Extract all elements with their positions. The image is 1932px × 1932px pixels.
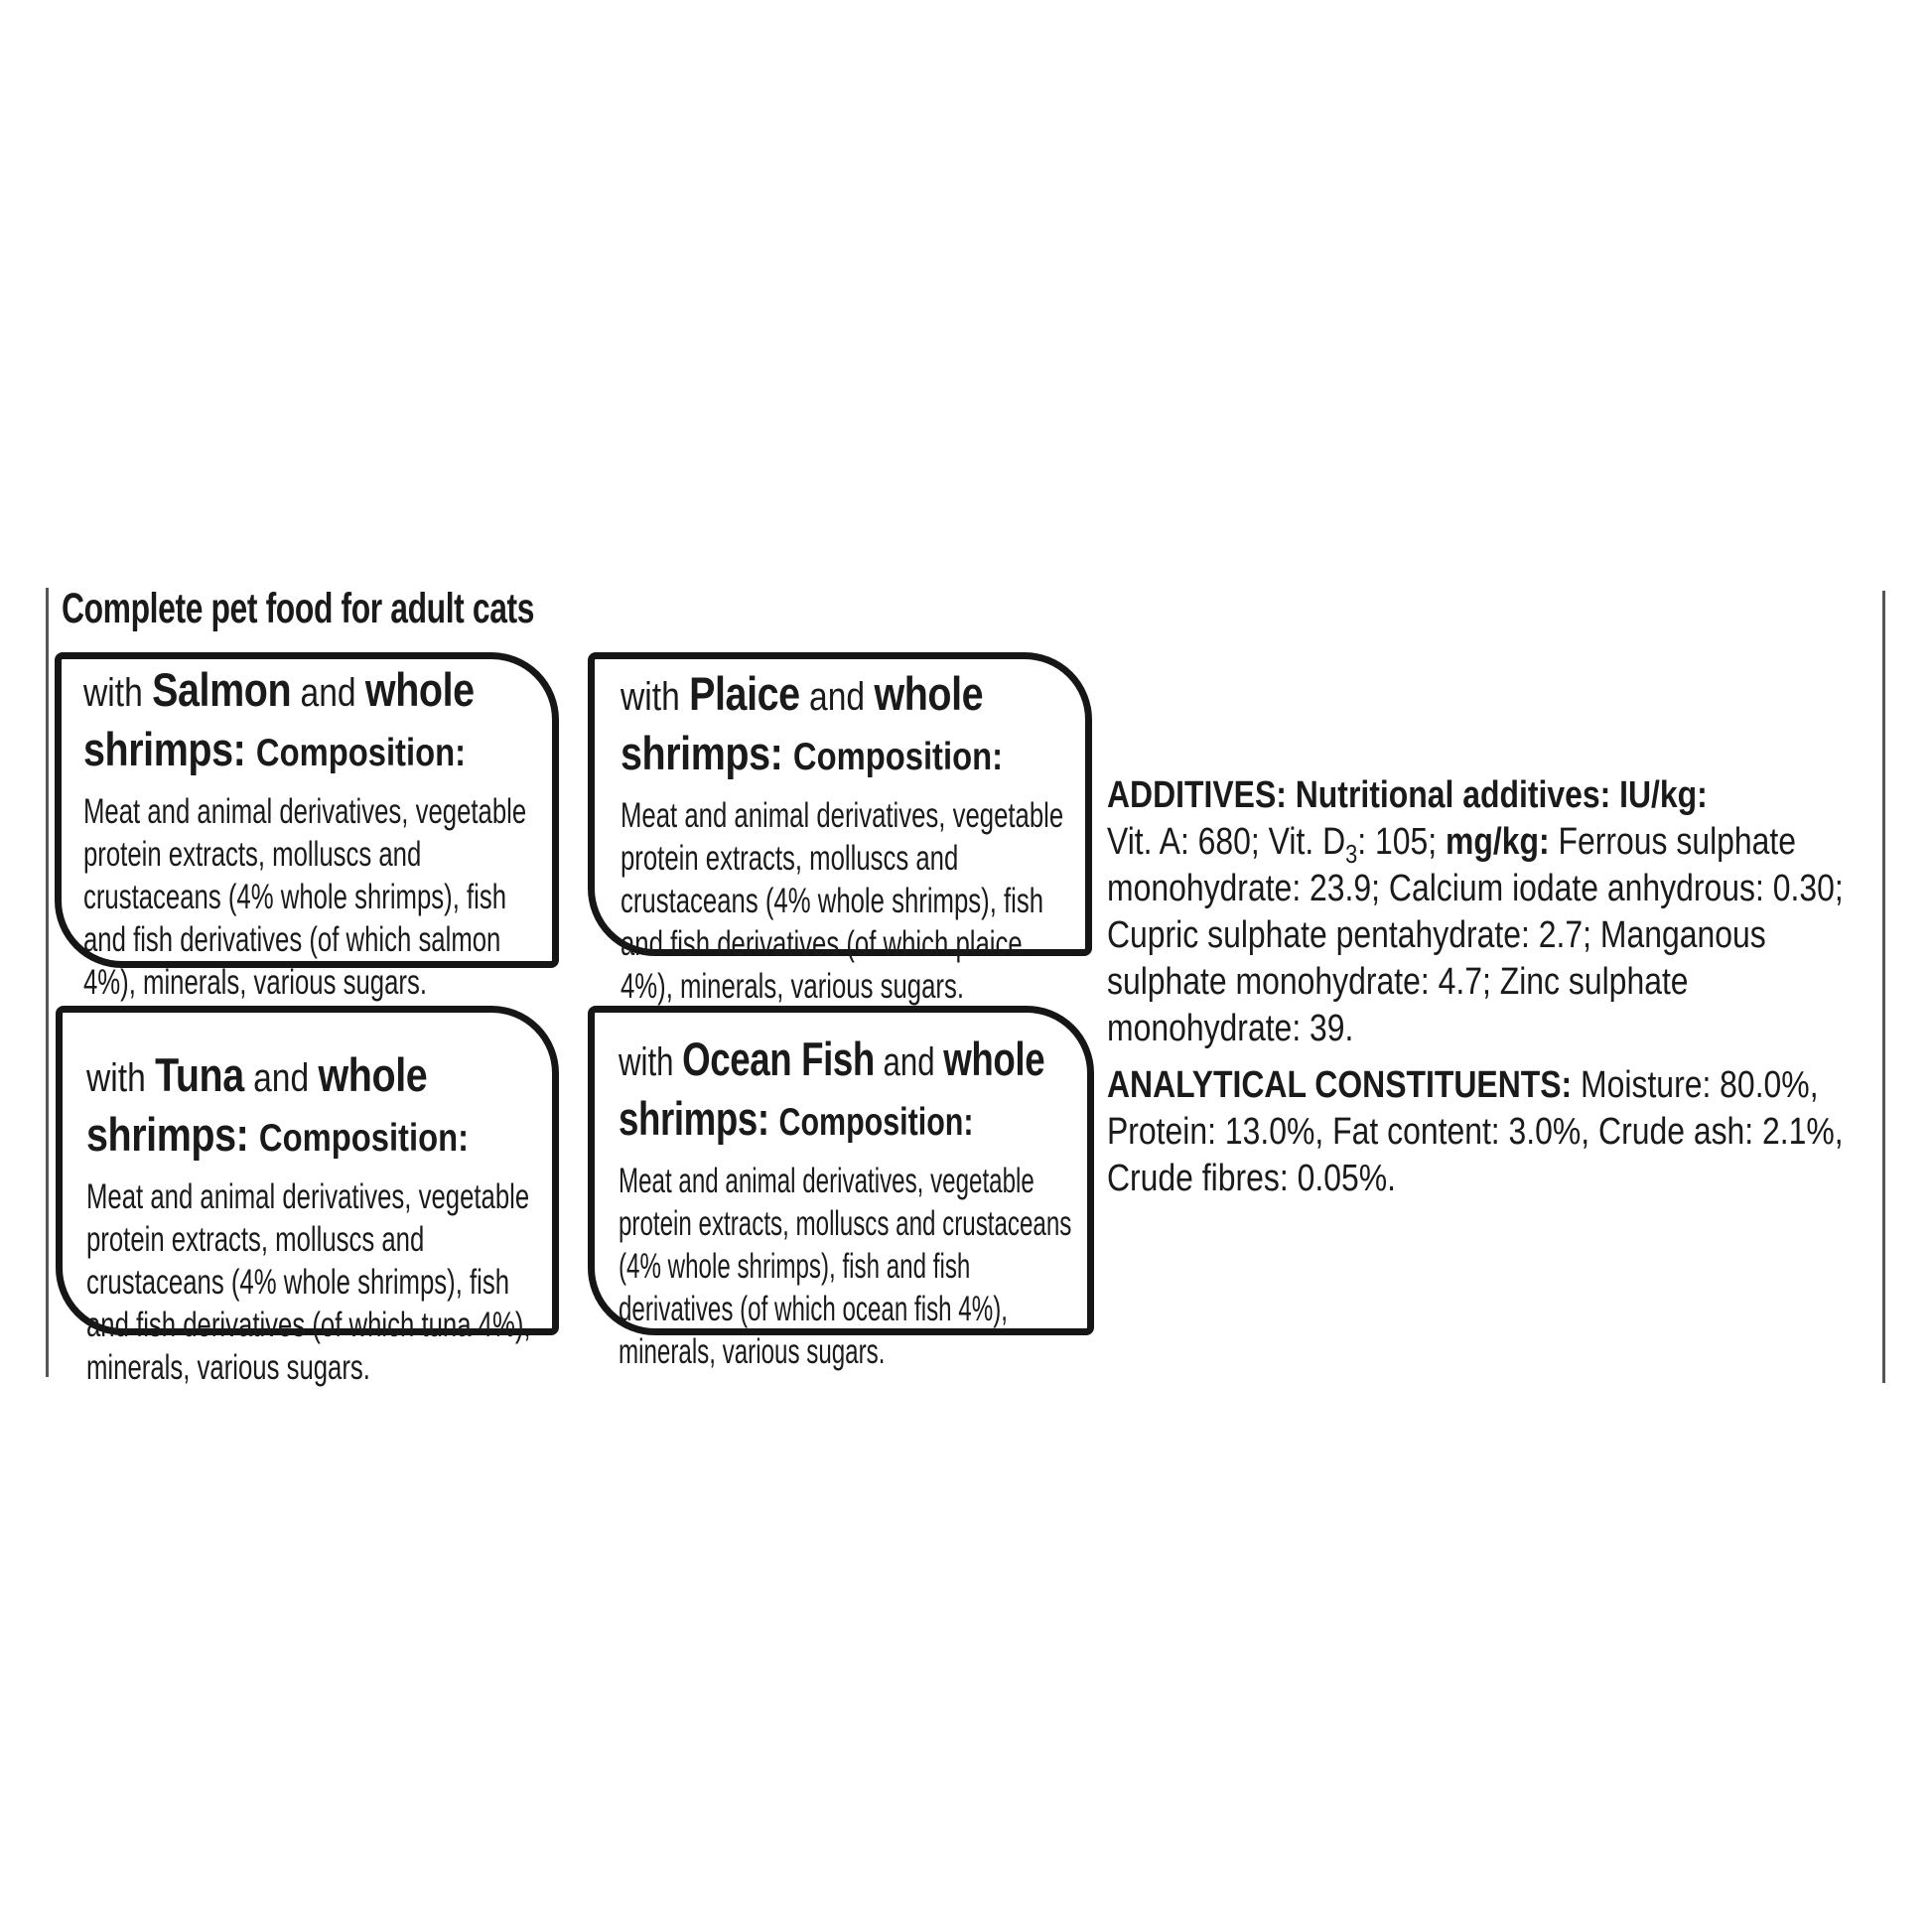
heading-shrimps: shrimps: — [86, 1108, 259, 1161]
box-heading-line2 — [83, 723, 467, 784]
box-heading — [86, 1048, 470, 1170]
box-body: Meat and animal derivatives, vegetable protein extracts, molluscs and crustaceans (4% whole shrimps), fish and fish derivatives (of which tuna 4%), minerals, various sugars. — [86, 1177, 531, 1387]
heading-variety: Ocean Fish — [682, 1033, 875, 1085]
additives-heading: ADDITIVES: Nutritional additives: IU/kg: — [1107, 774, 1708, 816]
additives-body — [1107, 819, 1891, 1052]
box-body: Meat and animal derivatives, vegetable protein extracts, molluscs and crustaceans (4% whole shrimps), fish and fish derivatives (of which plaice 4%), minerals, various sugars. — [621, 796, 1064, 1006]
composition-box-salmon — [55, 652, 559, 1002]
box-heading-line1 — [86, 1050, 466, 1112]
heading-variety: Salmon — [152, 663, 292, 716]
box-heading-line1 — [621, 669, 999, 731]
heading-shrimps: shrimps: — [621, 727, 793, 779]
heading-and: and — [874, 1040, 944, 1084]
additives-vitamins-pre: Vit. A: 680; Vit. D — [1107, 821, 1346, 863]
heading-shrimps: shrimps: — [619, 1092, 779, 1145]
analytical-heading: ANALYTICAL CONSTITUENTS: — [1107, 1064, 1573, 1106]
analytical-section — [1107, 1062, 1891, 1202]
vitamin-d3-subscript: 3 — [1345, 839, 1358, 869]
additives-vitamins-post: : 105; — [1357, 821, 1447, 863]
nutrition-info-column — [1107, 772, 1891, 1202]
box-heading-line1 — [619, 1033, 1045, 1096]
heading-composition: Composition: — [258, 1117, 470, 1160]
heading-with: with — [621, 675, 690, 719]
box-body: Meat and animal derivatives, vegetable protein extracts, molluscs and crustaceans (4% whole shrimps), fish and fish derivatives (of which salmon 4%), minerals, various sugars. — [83, 792, 527, 1002]
heading-with: with — [83, 671, 153, 715]
left-divider-rule — [46, 588, 49, 1377]
heading-variety: Tuna — [155, 1048, 244, 1101]
composition-box-plaice — [588, 652, 1092, 1006]
heading-and: and — [243, 1056, 319, 1100]
composition-box-tuna — [56, 1006, 559, 1387]
heading-whole: whole — [943, 1033, 1045, 1085]
box-heading — [621, 667, 1004, 788]
heading-and: and — [799, 675, 875, 719]
heading-whole: whole — [364, 663, 475, 716]
composition-box-ocean-fish — [588, 1006, 1094, 1371]
heading-shrimps: shrimps: — [83, 723, 256, 775]
heading-composition: Composition: — [778, 1101, 974, 1144]
box-heading-line1 — [83, 663, 475, 727]
box-heading — [83, 663, 475, 784]
box-body: Meat and animal derivatives, vegetable protein extracts, molluscs and crustaceans (4% whole shrimps), fish and fish derivatives (of which ocean fish 4%), minerals, various sugars. — [619, 1162, 1072, 1371]
heading-with: with — [86, 1056, 156, 1100]
heading-composition: Composition: — [255, 732, 467, 774]
heading-with: with — [619, 1040, 683, 1084]
box-heading — [619, 1033, 1045, 1154]
additives-minerals: Ferrous sulphate monohydrate: 23.9; Calcium iodate anhydrous: 0.30; Cupric sulphate pentahydrate: 2.7; Manganous sulphate monohydrate: 4.7; Zinc sulphate monohydrate: 39. — [1107, 821, 1844, 1049]
heading-variety: Plaice — [689, 667, 800, 720]
heading-whole: whole — [874, 667, 984, 720]
box-heading-line2 — [86, 1108, 470, 1170]
heading-whole: whole — [318, 1048, 428, 1101]
analytical-body: Moisture: 80.0%, Protein: 13.0%, Fat content: 3.0%, Crude ash: 2.1%, Crude fibres: 0.05%. — [1107, 1064, 1844, 1199]
box-heading-line2 — [619, 1092, 976, 1154]
heading-composition: Composition: — [792, 736, 1004, 778]
heading-and: and — [291, 671, 365, 715]
box-heading-line2 — [621, 727, 1004, 788]
mg-kg-label: mg/kg: — [1446, 821, 1550, 863]
page-title: Complete pet food for adult cats — [62, 585, 535, 632]
